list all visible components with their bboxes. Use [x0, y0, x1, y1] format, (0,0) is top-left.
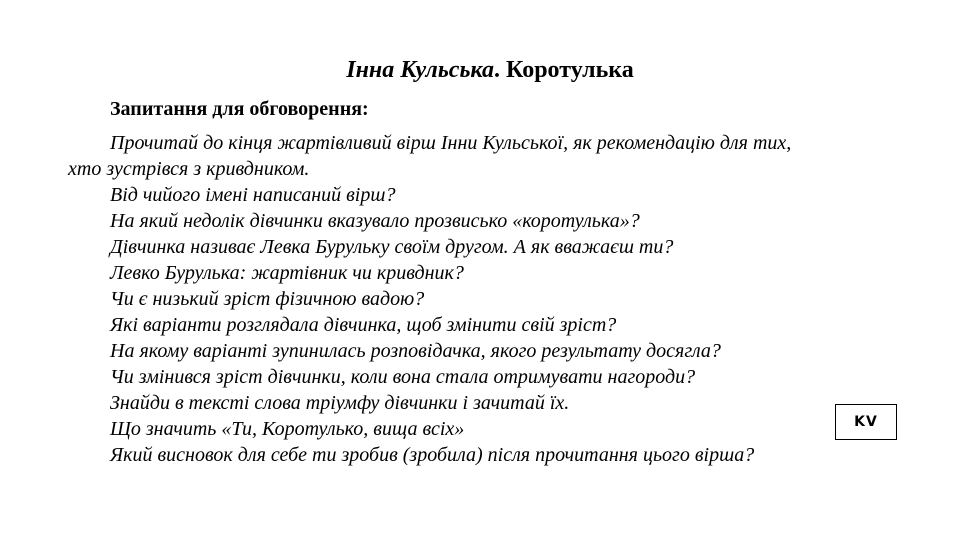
intro-line-2: хто зустрівся з кривдником. — [68, 158, 310, 180]
question-item: Які варіанти розглядала дівчинка, щоб змінити свій зріст? — [110, 314, 617, 336]
discussion-heading: Запитання для обговорення: — [110, 98, 369, 120]
question-item: Що значить «Ти, Коротулько, вища всіх» — [110, 418, 465, 440]
page-title — [0, 56, 980, 84]
kv-badge: KV — [835, 404, 897, 440]
question-item: Дівчинка називає Левка Бурульку своїм другом. А як вважаєш ти? — [110, 236, 674, 258]
question-item: На якому варіанті зупинилась розповідачка, якого результату досягла? — [110, 340, 721, 362]
question-item: Левко Бурулька: жартівник чи кривдник? — [110, 262, 464, 284]
question-item: Чи змінився зріст дівчинки, коли вона стала отримувати нагороди? — [110, 366, 696, 388]
question-item: На який недолік дівчинки вказувало прозвисько «коротулька»? — [110, 210, 640, 232]
question-item: Знайди в тексті слова тріумфу дівчинки і зачитай їх. — [110, 392, 570, 414]
question-item: Від чийого імені написаний вірш? — [110, 184, 396, 206]
intro-line-1: Прочитай до кінця жартівливий вірш Інни Кульської, як рекомендацію для тих, — [110, 132, 792, 154]
question-item: Чи є низький зріст фізичною вадою? — [110, 288, 425, 310]
questions-block — [68, 130, 918, 468]
title-author: Інна Кульська — [346, 57, 494, 83]
question-item: Який висновок для себе ти зробив (зробила) після прочитання цього вірша? — [110, 444, 755, 466]
title-rest: . Коротулька — [493, 57, 634, 83]
